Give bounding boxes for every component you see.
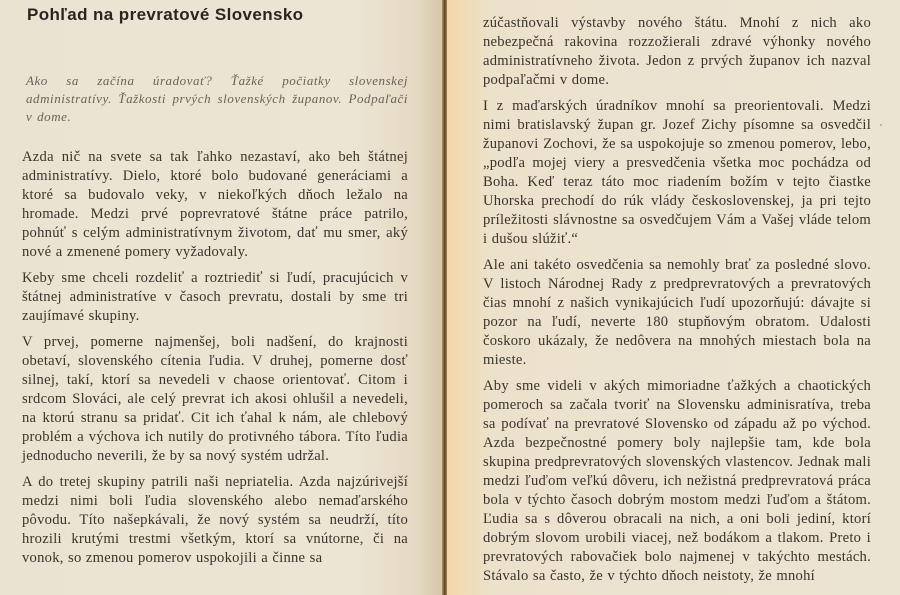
chapter-title: Pohľad na prevratové Slovensko	[27, 5, 304, 24]
right-page	[447, 0, 900, 595]
left-page-content	[22, 4, 408, 575]
left-page	[0, 0, 444, 595]
paragraph: Azda nič na svete sa tak ľahko nezastaví, ako beh štátnej administratívy. Dielo, ktoré bolo budované generáciami a ktoré sa budovalo veky, v niekoľkých dňoch ležalo na hromade. Medzi prvé poprevratové štátne práce patrilo, pohnúť s celým administratívnym životom, dať mu smer, aký nové a zmenené pomery vyžadovaly.	[22, 149, 408, 260]
left-page-body	[22, 148, 408, 568]
paragraph: V prvej, pomerne najmenšej, boli nadšení, do krajnosti obetaví, slovenského cítenia ľudia. V druhej, pomerne dosť silnej, takí, ktorí sa nevedeli v chaose orientovať. Citom i srdcom Slováci, ale celý prevrat ich akosi ohlušil a nevedeli, na ktorú stranu sa pridať. Cit ich ťahal k nám, ale chlebový problém a výchova ich nutily do protivného tábora. Títo ľudia jednoducho neverili, že by sa nový systém udržal.	[22, 334, 408, 464]
paper-speck	[880, 124, 882, 126]
chapter-summary: Ako sa začína úradovať? Ťažké počiatky slovenskej administratívy. Ťažkosti prvých slovenských županov. Podpaľači v dome.	[26, 73, 408, 124]
paragraph: Aby sme videli v akých mimoriadne ťažkých a chaotických pomeroch sa začala tvoriť na Slovensku adminisratíva, treba sa podívať na prevratové Slovensko od západu až po východ. Azda bezpečnostné pomery boly najlepšie tam, kde bola skupina predprevratových slovenských vlastencov. Jednak mali medzi ľuďom veľkú dôveru, ich nežistná predprevratová práca bola v týchto časoch dobrým mostom medzi ľuďom a štátom. Ľudia sa s dôverou obracali na nich, a oni boli jediní, ktorí dobrým slovom urobili viacej, než bodákom a tlakom. Preto i prevratových rabovačiek bolo najmenej v takýchto mestách. Stávalo sa často, že v týchto dňoch neistoty, že mnohí	[483, 378, 871, 584]
right-page-content	[483, 14, 871, 593]
paragraph: zúčastňovali výstavby nového štátu. Mnohí z nich ako nebezpečná rakovina rozzožierali zdravé výhonky nového administratívneho života. Jedon z prvých županov ich nazval podpaľačmi v dome.	[483, 15, 871, 88]
paragraph: I z maďarských úradníkov mnohí sa preorientovali. Medzi nimi bratislavský župan gr. Jozef Zichy písomne sa osvedčil županovi Zochovi, že sa uspokojuje so zmenou pomerov, lebo, „podľa mojej viery a presvedčenia všetka moc pochádza od Boha. Keď teraz táto moc riadením božím v tejto čiastke Uhorska prechodí do rúk vlády československej, ja pri tejto príležitosti slávnostne sa osvedčujem Vám a Vašej vláde telom i dušou slúžiť.“	[483, 98, 871, 247]
paragraph: Ale ani takéto osvedčenia sa nemohly brať za posledné slovo. V listoch Národnej Rady z predprevratových a prevratových čias mnohí z našich vynikajúcich ľudí upozorňujú: dávajte si pozor na ľudí, neverte 180 stupňovým obratom. Udalosti čoskoro ukázaly, že nedôvera na mnohých miestach bola na mieste.	[483, 257, 871, 368]
paragraph: A do tretej skupiny patrili naši nepriatelia. Azda najzúrivejší medzi nimi boli ľudia slovenského alebo nemaďarského pôvodu. Títo našepkávali, že nový systém sa neudrží, títo hrozili krutými trestmi všetkým, ktorí sa vnútorne, či na vonok, so zmenou pomerov uspokojili a činne sa	[22, 474, 408, 566]
paragraph: Keby sme chceli rozdeliť a roztriediť si ľudí, pracujúcich v štátnej administratíve v časoch prevratu, dostali by sme tri zaujímavé skupiny.	[22, 270, 408, 324]
